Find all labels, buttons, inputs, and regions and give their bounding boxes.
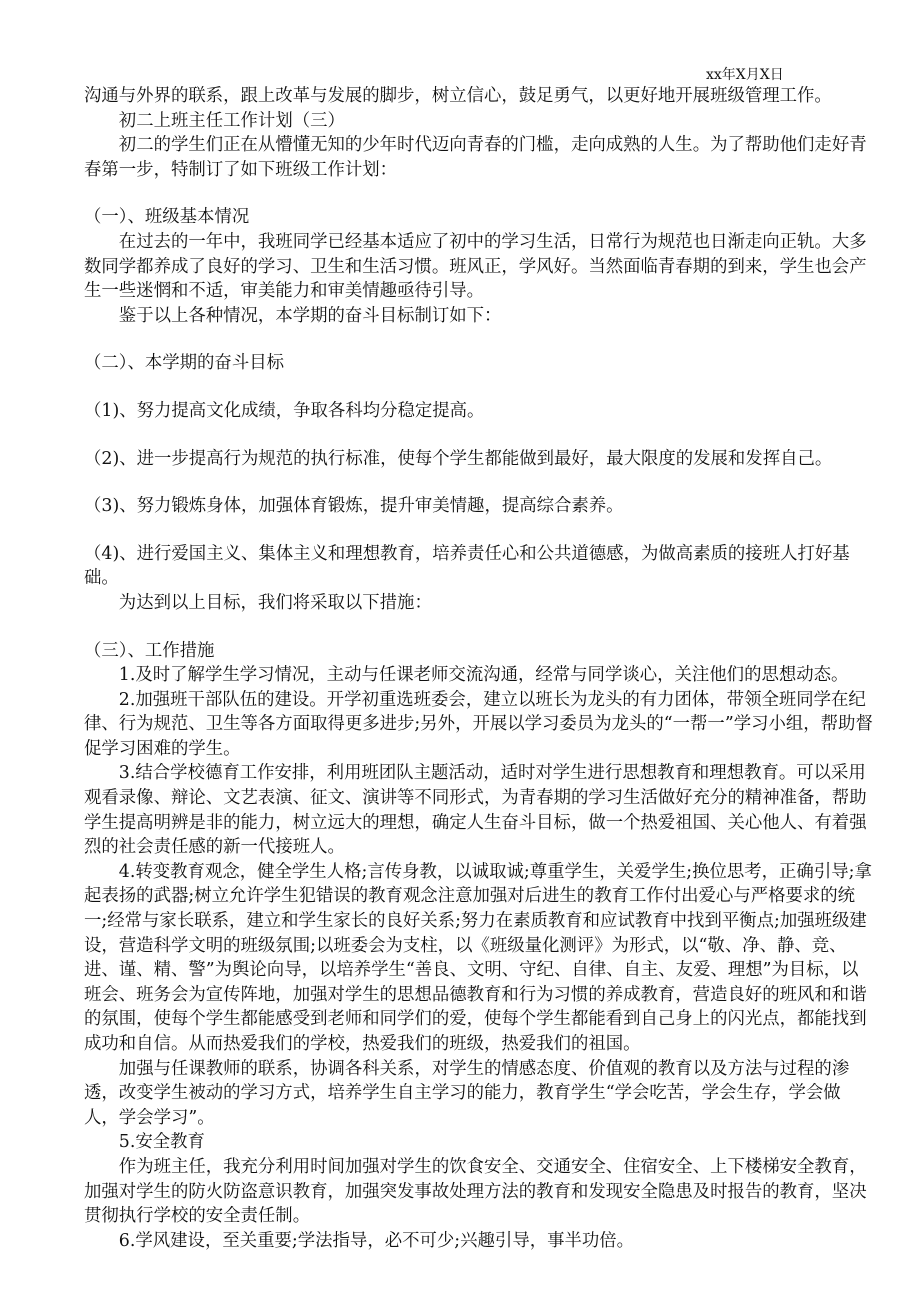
document-body xyxy=(84,84,874,1253)
paragraph-continuation: 沟通与外界的联系，跟上改革与发展的脚步，树立信心，鼓足勇气，以更好地开展班级管理工作。 xyxy=(84,86,832,106)
document-title: 初二上班主任工作计划（三） xyxy=(118,110,345,131)
paragraph-basic-situation: 在过去的一年中，我班同学已经基本适应了初中的学习生活，日常行为规范也日渐走向正轨。大多数同学都养成了良好的学习、卫生和生活习惯。班风正，学风好。当然面临青春期的到来，学生也会产生一些迷惘和不适，审美能力和审美情趣亟待引导。 xyxy=(84,231,867,302)
measure-item-5: 5.安全教育 xyxy=(118,1132,205,1153)
goal-item-1: （1)、努力提高文化成绩，争取各科均分稳定提高。 xyxy=(84,400,485,421)
measure-item-4: 4.转变教育观念，健全学生人格;言传身教，以诚取诚;尊重学生，关爱学生;换位思考，正确引导;拿起表扬的武器;树立允许学生犯错误的教育观念注意加强对后进生的教育工作付出爱心与严格要求的统一;经常与家长联系，建立和学生家长的良好关系;努力在素质教育和应试教育中找到平衡点;加强班级建设，营造科学文明的班级氛围;以班委会为支柱，以《班级量化测评》为形式，以“敬、净、静、竞、进、谨、精、警”为舆论向导，以培养学生“善良、文明、守纪、自律、自主、友爱、理想”为目标，以班会、班务会为宣传阵地，加强对学生的思想品德教育和行为习惯的养成教育，营造良好的班风和和谐的氛围，使每个学生都能感受到老师和同学们的爱，使每个学生都能看到自己身上的闪光点，都能找到成功和自信。从而热爱我们的学校，热爱我们的班级，热爱我们的祖国。 xyxy=(84,861,872,1054)
paragraph-goals-lead: 鉴于以上各种情况，本学期的奋斗目标制订如下： xyxy=(118,305,502,326)
measure-item-6: 6.学风建设，至关重要;学法指导，必不可少;兴趣引导，事半功倍。 xyxy=(118,1230,635,1251)
section-heading-goals: （二）、本学期的奋斗目标 xyxy=(84,353,284,374)
paragraph-teacher-liaison: 加强与任课教师的联系，协调各科关系，对学生的情感态度、价值观的教育以及方法与过程的渗透，改变学生被动的学习方式，培养学生自主学习的能力，教育学生“学会吃苦，学会生存，学会做人，学会学习”。 xyxy=(84,1058,850,1128)
goal-item-2: （2)、进一步提高行为规范的执行标准，使每个学生都能做到最好，最大限度的发展和发挥自己。 xyxy=(84,448,833,469)
measure-item-3: 3.结合学校德育工作安排，利用班团队主题活动，适时对学生进行思想教育和理想教育。可以采用观看录像、辩论、文艺表演、征文、演讲等不同形式，为青春期的学习生活做好充分的精神准备，帮助学生提高明辨是非的能力，树立远大的理想，确定人生奋斗目标，做一个热爱祖国、关心他人、有着强烈的社会责任感的新一代接班人。 xyxy=(84,763,867,858)
paragraph-intro: 初二的学生们正在从懵懂无知的少年时代迈向青春的门槛，走向成熟的人生。为了帮助他们走好青春第一步，特制订了如下班级工作计划： xyxy=(84,135,867,180)
measure-item-2: 2.加强班干部队伍的建设。开学初重选班委会，建立以班长为龙头的有力团体，带领全班同学在纪律、行为规范、卫生等各方面取得更多进步;另外，开展以学习委员为龙头的“一帮一”学习小组，帮助督促学习困难的学生。 xyxy=(84,689,873,759)
paragraph-safety: 作为班主任，我充分利用时间加强对学生的饮食安全、交通安全、住宿安全、上下楼梯安全教育，加强对学生的防火防盗意识教育，加强突发事故处理方法的教育和发现安全隐患及时报告的教育，坚决贯彻执行学校的安全责任制。 xyxy=(84,1156,867,1227)
section-heading-measures: （三）、工作措施 xyxy=(84,640,215,661)
goal-item-3: （3)、努力锻炼身体，加强体育锻炼，提升审美情趣，提高综合素养。 xyxy=(84,496,624,517)
section-heading-basic-situation: （一）、班级基本情况 xyxy=(84,207,250,228)
goal-item-4: （4)、进行爱国主义、集体主义和理想教育，培养责任心和公共道德感，为做高素质的接班人打好基础。 xyxy=(84,543,850,589)
paragraph-measures-lead: 为达到以上目标，我们将采取以下措施： xyxy=(118,592,432,613)
measure-item-1: 1.及时了解学生学习情况，主动与任课老师交流沟通，经常与同学谈心，关注他们的思想动态。 xyxy=(118,665,849,686)
header-date: xx年X月X日 xyxy=(706,67,784,83)
